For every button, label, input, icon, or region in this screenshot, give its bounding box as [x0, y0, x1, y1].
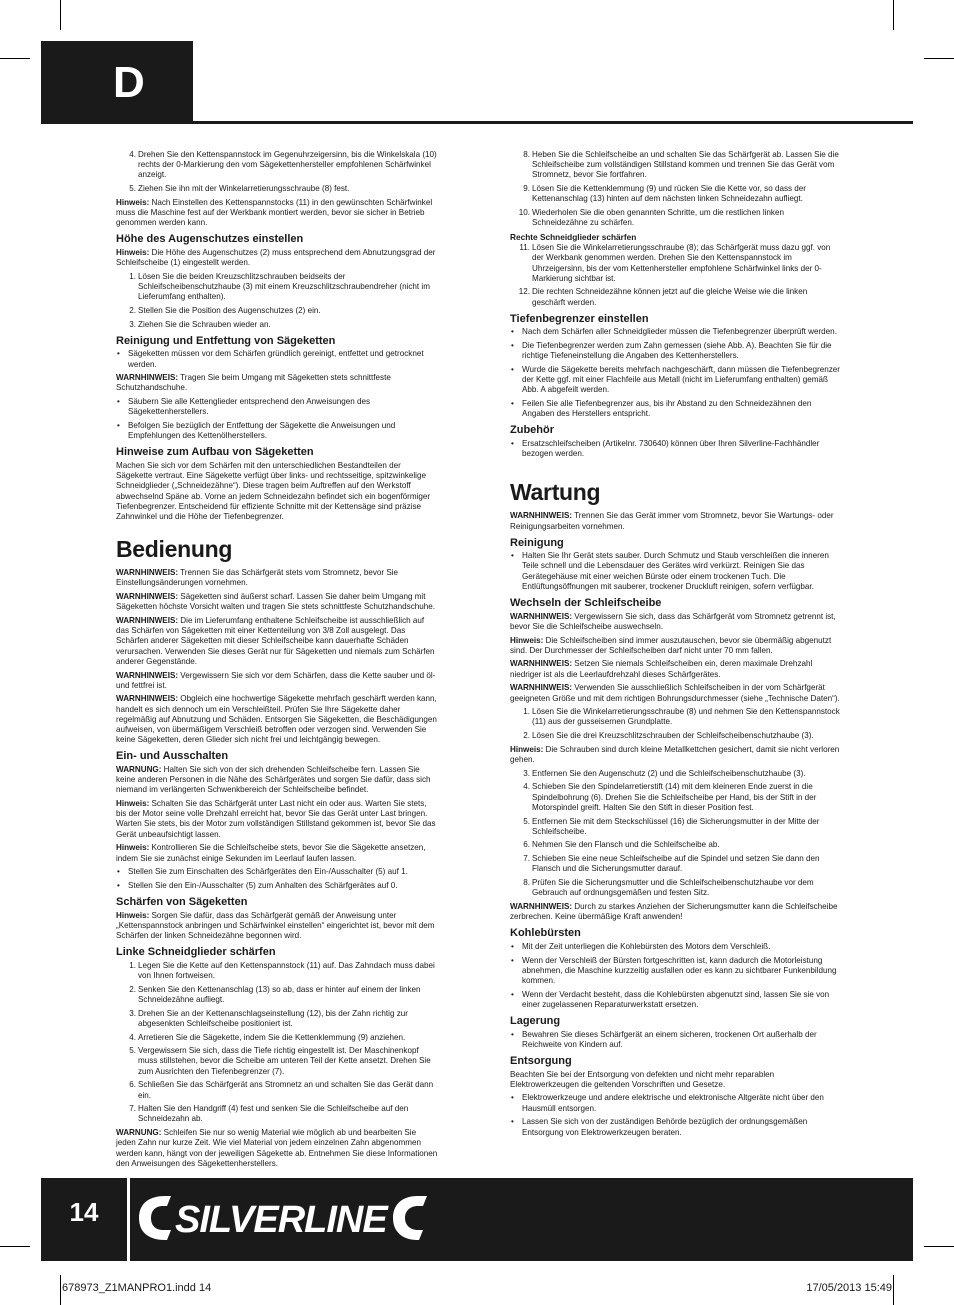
list-item: 3. Drehen Sie an der Kettenanschlagseinstellung (12), bis der Zahn richtig zur abgesenkten Schleifscheibe positioniert ist. [129, 1008, 408, 1028]
bullet-item: • Wenn der Verdacht besteht, dass die Kohlebürsten abgenutzt sind, lassen Sie sie von einer zugelassenen Reparaturwerkstatt ersetzen. [511, 989, 830, 1009]
section-heading: Hinweise zum Aufbau von Sägeketten [116, 446, 314, 459]
section-heading: Zubehör [510, 424, 554, 437]
section-heading: Höhe des Augenschutzes einstellen [116, 233, 304, 246]
list-item: 2. Lösen Sie die drei Kreuzschlitzschrauben der Schleifscheibenschutzhaube (3). [523, 731, 814, 741]
bullet-item: • Elektrowerkzeuge und andere elektrische und elektronische Altgeräte nicht über den Hausmüll entsorgen. [511, 1093, 824, 1113]
bullet-item: • Sägeketten müssen vor dem Schärfen gründlich gereinigt, entfettet und getrocknet werden. [117, 349, 424, 369]
hint-paragraph: Hinweis: Die Schleifscheiben sind immer auszutauschen, bevor sie übermäßig abgenutzt sind. Der Durchmesser der Schleifscheiben darf nicht unter 70 mm fallen. [510, 635, 832, 655]
hint-paragraph: Hinweis: Sorgen Sie dafür, dass das Schärfgerät gemäß der Anweisung unter „Kettenspannstock anbringen und Schärfwinkel einstellen“ eingerichtet ist, bevor mit dem Schärfen der linken Schneidezähne begonnen wird. [116, 910, 435, 941]
left-column [116, 150, 438, 1172]
hint-paragraph: Hinweis: Schalten Sie das Schärfgerät unter Last nicht ein oder aus. Warten Sie stets, bis der Motor seine volle Drehzahl erreicht hat, bevor Sie das Gerät unter Last bringen. Warten Sie stets, bis der Motor zum vollständigen Stillstand gekommen ist, bevor Sie das Gerät unbeaufsichtigt lassen. [116, 799, 436, 839]
section-heading: Tiefenbegrenzer einstellen [510, 312, 649, 325]
section-heading: Reinigung und Entfettung von Sägeketten [116, 334, 336, 347]
list-item: 7. Schieben Sie eine neue Schleifscheibe auf die Spindel und setzen Sie dann den Flansch und die Sicherungsmutter darauf. [523, 854, 820, 874]
bullet-item: • Wenn der Verschleiß der Bürsten fortgeschritten ist, kann dadurch die Motorleistung abnehmen, die Maschine kurzzeitig ausfallen oder es kann zu sichtbarer Funkenbildung kommen. [511, 955, 837, 985]
warning-paragraph: WARNHINWEIS: Trennen Sie das Gerät immer vom Stromnetz, bevor Sie Wartungs- oder Reinigungsarbeiten vornehmen. [510, 511, 834, 531]
language-letter: D [113, 58, 145, 107]
list-item: 5. Entfernen Sie mit dem Steckschlüssel (16) die Sicherungsmutter in der Mitte der Schleifscheibe. [523, 816, 820, 836]
section-heading: Wechseln der Schleifscheibe [510, 597, 662, 610]
bullet-item: • Nach dem Schärfen aller Schneidglieder müssen die Tiefenbegrenzer überprüft werden. [511, 327, 837, 337]
section-heading: Reinigung [510, 536, 564, 549]
language-tab [41, 41, 193, 124]
list-item: 2. Stellen Sie die Position des Augenschutzes (2) ein. [129, 305, 321, 315]
crop-mark [924, 58, 954, 59]
list-item: 7. Halten Sie den Handgriff (4) fest und senken Sie die Schleifscheibe auf den Schneidezahn ab. [129, 1104, 409, 1124]
crop-mark [893, 1275, 894, 1305]
warning-paragraph: WARNHINWEIS: Vergewissern Sie sich, dass das Schärfgerät vom Stromnetz getrennt ist, bevor Sie die Schleifscheibe auswechseln. [510, 611, 836, 631]
crop-mark [893, 0, 894, 30]
section-heading: Linke Schneidglieder schärfen [116, 946, 276, 959]
list-item: 10. Wiederholen Sie die oben genannten Schritte, um die restlichen linken Schneidezähne zu schärfen. [518, 208, 784, 228]
list-item: 1. Lösen Sie die Winkelarretierungsschraube (8) und nehmen Sie den Kettenspannstock (11) aus der gusseisernen Grundplatte. [523, 707, 840, 727]
brand-wordmark: SILVERLINE [175, 1199, 387, 1241]
warning-paragraph: WARNHINWEIS: Verwenden Sie ausschließlich Schleifscheiben in der vom Schärfgerät geeigneten Größe und mit dem richtigen Bohrungsdurchmesser (siehe „Technische Daten“). [510, 683, 840, 703]
list-item: 5. Vergewissern Sie sich, dass die Tiefe richtig eingestellt ist. Der Maschinenkopf muss stillstehen, bevor die Scheibe am unteren Teil der Kette ansetzt. Drehen Sie zum Ausrichten den Tiefenbegrenzer (7). [129, 1046, 431, 1076]
warning-paragraph: WARNHINWEIS: Setzen Sie niemals Schleifscheiben ein, deren maximale Drehzahl niedriger ist als die Leerlaufdrehzahl dieses Schärfgerätes. [510, 659, 813, 679]
file-info: 678973_Z1MANPRO1.indd 14 [62, 1282, 212, 1294]
bullet-item: • Stellen Sie den Ein-/Ausschalter (5) zum Anhalten des Schärfgerätes auf 0. [117, 880, 398, 890]
list-item: 5. Ziehen Sie ihn mit der Winkelarretierungsschraube (8) fest. [129, 184, 350, 194]
date-info: 17/05/2013 15:49 [806, 1282, 892, 1294]
list-item: 6. Nehmen Sie den Flansch und die Schleifscheibe ab. [523, 840, 720, 850]
bullet-item: • Ersatzschleifscheiben (Artikelnr. 730640) können über Ihren Silverline-Fachhändler bezogen werden. [511, 438, 820, 459]
section-heading: Lagerung [510, 1015, 561, 1028]
bullet-item: • Stellen Sie zum Einschalten des Schärfgerätes den Ein-/Ausschalter (5) auf 1. [117, 867, 408, 877]
chapter-title: Bedienung [116, 536, 233, 563]
crop-mark [0, 1246, 30, 1247]
list-item: 1. Legen Sie die Kette auf den Kettenspannstock (11) auf. Das Zahndach muss dabei von Ihnen fortweisen. [129, 960, 435, 980]
list-item: 4. Schieben Sie den Spindelarretierstift (14) mit dem kleineren Ende zuerst in die Spindelbohrung (6). Drehen Sie die Schleifscheibe per Hand, bis der Stift in der Motorspindel greift. Halten Sie den Stift in dieser Position fest. [523, 782, 817, 812]
warning-paragraph: WARNHINWEIS: Tragen Sie beim Umgang mit Sägeketten stets schnittfeste Schutzhandschuhe. [116, 373, 391, 393]
crop-mark [924, 1246, 954, 1247]
list-item: 4. Arretieren Sie die Sägekette, indem Sie die Kettenklemmung (9) anziehen. [129, 1032, 406, 1042]
section-heading: Kohlebürsten [510, 927, 581, 940]
page-number-box [41, 1178, 130, 1261]
warning-paragraph: WARNHINWEIS: Die im Lieferumfang enthaltene Schleifscheibe ist ausschließlich auf das Schärfen von Sägeketten mit einer Kettenteilung von 3/8 Zoll ausgelegt. Das Schärfen anderer Sägeketten mit dieser Schleifscheibe kann dauerhafte Schäden verursachen. Verwenden Sie dieses Gerät nur für Sägeketten und niemals zum Schärfen anderer Gegenstände. [116, 616, 435, 666]
chapter-title: Wartung [510, 479, 601, 506]
warning-paragraph: WARNHINWEIS: Vergewissern Sie sich vor dem Schärfen, dass die Kette sauber und öl- und fettfrei ist. [116, 670, 436, 690]
bullet-item: • Halten Sie Ihr Gerät stets sauber. Durch Schmutz und Staub verschleißen die inneren Teile schnell und die Lebensdauer des Gerätes wird verkürzt. Reinigen Sie das Gerätegehäuse mit einer weichen Bürste oder einem trockenen Tuch. Die Entlüftungsöffnungen mit sauberer, trockener Druckluft reinigen, sofern verfügbar. [511, 551, 829, 591]
bullet-item: • Die Tiefenbegrenzer werden zum Zahn gemessen (siehe Abb. A). Beachten Sie für die richtige Tiefeneinstellung die Angaben des Kettenherstellers. [511, 341, 832, 361]
list-item: 3. Entfernen Sie den Augenschutz (2) und die Schleifscheibenschutzhaube (3). [523, 768, 806, 778]
registered-mark: ® [418, 1196, 425, 1206]
bullet-item: • Feilen Sie alle Tiefenbegrenzer aus, bis ihr Abstand zu den Schneidezähnen den Angaben des Herstellers entspricht. [511, 399, 812, 419]
list-item: 8. Heben Sie die Schleifscheibe an und schalten Sie das Schärfgerät ab. Lassen Sie die Schleifscheibe zum vollständigen Stillstand kommen und trennen Sie das Gerät vom Stromnetz, bevor Sie fortfahren. [523, 150, 839, 180]
header-rule [193, 121, 913, 124]
list-item: 8. Prüfen Sie die Sicherungsmutter und die Schleifscheibenschutzhaube vor dem Gebrauch auf ordnungsgemäßen und festen Sitz. [523, 878, 814, 898]
hint-paragraph: Hinweis: Die Schrauben sind durch kleine Metallkettchen gesichert, damit sie nicht verloren gehen. [510, 744, 840, 765]
warning-paragraph: WARNUNG: Halten Sie sich von der sich drehenden Schleifscheibe fern. Lassen Sie keine anderen Personen in die Nähe des Schärfgerätes und sorgen Sie dafür, dass sich niemand im verlängerten Schwenkbereich der Schleifscheibe befindet. [116, 764, 431, 795]
bullet-item: • Befolgen Sie bezüglich der Entfettung der Sägekette die Anweisungen und Empfehlungen des Kettenölherstellers. [117, 421, 396, 441]
list-item: 12. Die rechten Schneidezähne können jetzt auf die gleiche Weise wie die linken geschärft werden. [518, 287, 808, 307]
warning-paragraph: WARNUNG: Schleifen Sie nur so wenig Material wie möglich ab und bearbeiten Sie jeden Zahn nur kurze Zeit. Wie viel Material von jedem einzelnen Zahn abgenommen werden kann, hängt von der jeweiligen Sägekette ab. Entnehmen Sie diese Informationen den Anweisungen des Sägekettenherstellers. [116, 1128, 438, 1168]
crop-mark [0, 58, 30, 59]
page-number: 14 [69, 1197, 99, 1227]
list-item: 9. Lösen Sie die Kettenklemmung (9) und rücken Sie die Kette vor, so dass der Kettenanschlag (13) hinten auf dem nächsten linken Schneidezahn aufliegt. [523, 184, 806, 204]
body-paragraph: Beachten Sie bei der Entsorgung von defekten und nicht mehr reparablen Elektrowerkzeugen die geltenden Vorschriften und Gesetze. [510, 1069, 775, 1089]
footer-bar [41, 1178, 913, 1261]
list-item: 1. Lösen Sie die beiden Kreuzschlitzschrauben beidseits der Schleifscheibenschutzhaube (3) mit einem Kreuzschlitzschraubendreher (nicht im Lieferumfang enthalten). [129, 271, 430, 302]
warning-paragraph: WARNHINWEIS: Obgleich eine hochwertige Sägekette mehrfach geschärft werden kann, handelt es sich dennoch um ein Verschleißteil. Prüfen Sie Ihre Sägekette daher regelmäßig auf Abnutzung und Schäden. Entsorgen Sie Sägeketten, die Beschädigungen aufweisen, von übermäßigem Verschleiß betroffen oder verzogen sind. Verwenden Sie keine Sägeketten, deren Glieder sich nicht frei und leichtgängig bewegen. [116, 694, 437, 745]
section-subheading: Rechte Schneidglieder schärfen [510, 231, 637, 242]
bullet-item: • Mit der Zeit unterliegen die Kohlebürsten des Motors dem Verschleiß. [511, 941, 771, 951]
hint-paragraph: Hinweis: Nach Einstellen des Kettenspannstocks (11) in den gewünschten Schärfwinkel muss die Maschine fest auf der Werkbank montiert werden, bevor sie sicher in Betrieb genommen werden kann. [116, 197, 433, 228]
right-column [510, 150, 840, 1141]
body-paragraph: Machen Sie sich vor dem Schärfen mit den unterschiedlichen Bestandteilen der Sägekette vertraut. Eine Sägekette verfügt über links- und rechtsseitige, spitzwinkelige Schneidglieder („Schneidezähne“). Diese tragen beim Auftreffen auf den Werkstoff abwechselnd Späne ab. Vorne an jedem Schneidezahn befindet sich ein bogenförmiger Tiefenbegrenzer. Entscheidend für effiziente Schnitte mit der Kettensäge sind präzise Zahnwinkel und die Höhe der Tiefenbegrenzer. [116, 460, 431, 521]
section-heading: Entsorgung [510, 1055, 572, 1067]
warning-paragraph: WARNHINWEIS: Sägeketten sind äußerst scharf. Lassen Sie daher beim Umgang mit Sägeketten höchste Vorsicht walten und tragen Sie stets schnittfeste Schutzhandschuhe. [116, 592, 436, 612]
hint-paragraph: Hinweis: Kontrollieren Sie die Schleifscheibe stets, bevor Sie die Sägekette ansetzen, indem Sie sie zunächst einige Sekunden im Leerlauf laufen lassen. [116, 843, 426, 863]
bullet-item: • Säubern Sie alle Kettenglieder entsprechend den Anweisungen des Sägekettenherstellers. [117, 397, 371, 417]
bullet-item: • Wurde die Sägekette bereits mehrfach nachgeschärft, dann müssen die Tiefenbegrenzer der Kette ggf. mit einer Flachfeile aus Metall (nicht im Lieferumfang enthalten) gemäß Abb. A abgefeilt werden. [511, 364, 840, 395]
list-item: 2. Senken Sie den Kettenanschlag (13) so ab, dass er hinter auf einem der linken Schneidezähne aufliegt. [129, 984, 421, 1004]
crop-mark [60, 0, 61, 30]
warning-paragraph: WARNHINWEIS: Trennen Sie das Schärfgerät stets vom Stromnetz, bevor Sie Einstellungsänderungen vornehmen. [116, 568, 399, 588]
list-item: 11. Lösen Sie die Winkelarretierungsschraube (8); das Schärfgerät muss dazu ggf. von der Werkbank genommen werden. Drehen Sie den Kettenspannstock im Uhrzeigersinn, bis der vom Kettenhersteller empfohlene Schärfwinkel links der 0-Markierung sichtbar ist. [519, 243, 831, 283]
list-item: 4. Drehen Sie den Kettenspannstock im Gegenuhrzeigersinn, bis die Winkelskala (10) rechts der 0-Markierung den vom Sägekettenhersteller empfohlenen Schärfwinkel anzeigt. [129, 150, 437, 180]
section-heading: Ein- und Ausschalten [116, 750, 229, 763]
bullet-item: • Bewahren Sie dieses Schärfgerät an einem sicheren, trockenen Ort außerhalb der Reichweite von Kindern auf. [511, 1029, 817, 1049]
bullet-item: • Lassen Sie sich von der zuständigen Behörde bezüglich der ordnungsgemäßen Entsorgung von Elektrowerkzeugen beraten. [511, 1117, 808, 1137]
silverline-logo [135, 1188, 435, 1248]
list-item: 3. Ziehen Sie die Schrauben wieder an. [129, 319, 271, 329]
section-heading: Schärfen von Sägeketten [116, 896, 248, 909]
warning-paragraph: WARNHINWEIS: Durch zu starkes Anziehen der Sicherungsmutter kann die Schleifscheibe zerbrechen. Keine übermäßige Kraft anwenden! [510, 901, 838, 922]
hint-paragraph: Hinweis: Die Höhe des Augenschutzes (2) muss entsprechend dem Abnutzungsgrad der Schleifscheibe (1) eingestellt werden. [116, 247, 436, 268]
list-item: 6. Schließen Sie das Schärfgerät ans Stromnetz an und schalten Sie das Gerät dann ein. [129, 1080, 434, 1100]
crop-mark [60, 1275, 61, 1305]
